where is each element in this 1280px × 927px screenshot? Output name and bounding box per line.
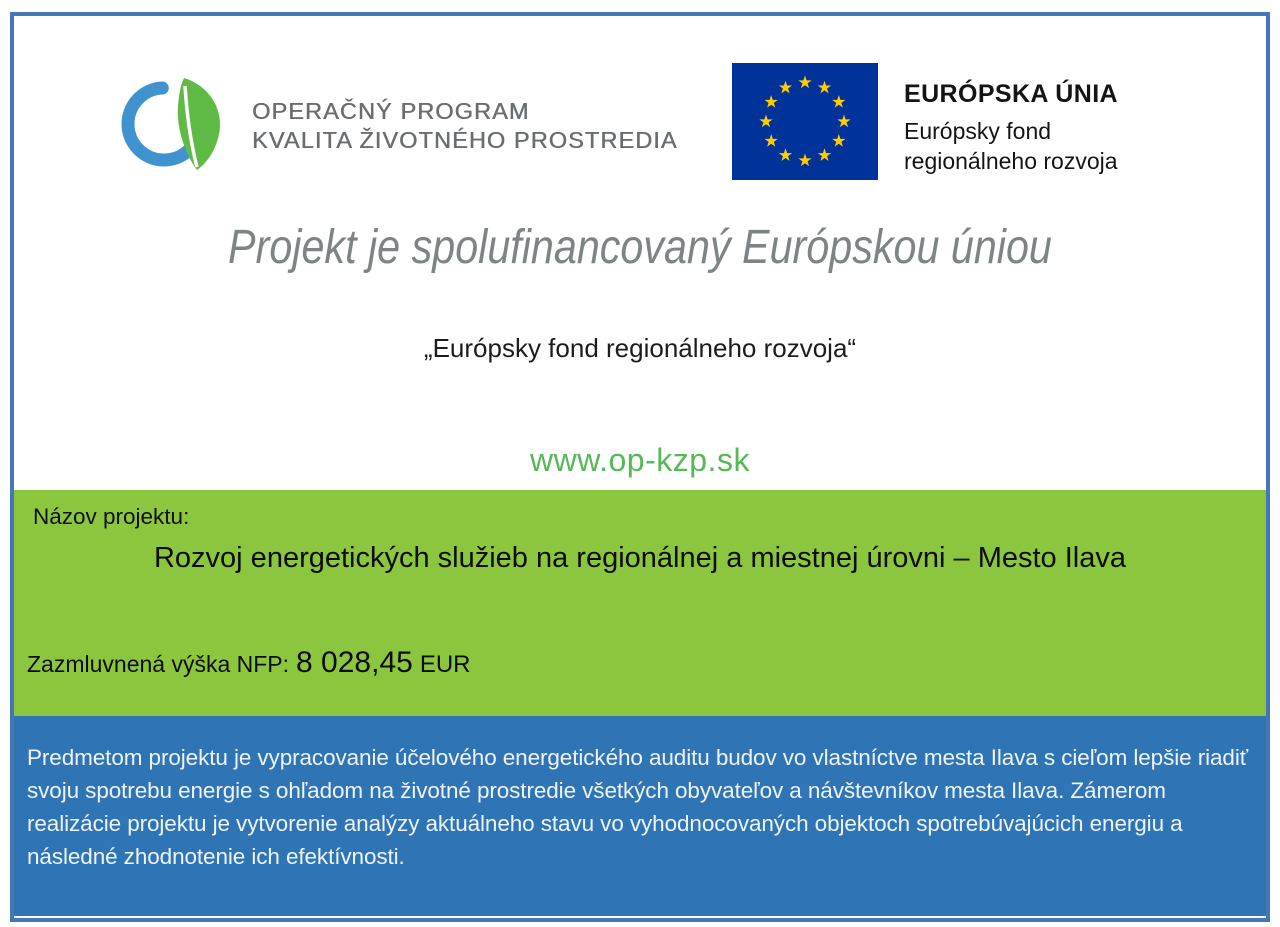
op-kzp-leaf-icon <box>118 72 236 179</box>
fund-quote: „Európsky fond regionálneho rozvoja“ <box>423 333 857 363</box>
project-name-label: Názov projektu: <box>33 504 190 529</box>
eu-title: EURÓPSKA ÚNIA <box>904 80 1119 108</box>
op-program-line2: KVALITA ŽIVOTNÉHO PROSTREDIA <box>252 126 678 153</box>
project-description: Predmetom projektu je vypracovanie účelového energetického auditu budov vo vlastníctve mesta Ilava s cieľom lepšie riadiť svoju spotrebu energie s ohľadom na životné prostredie všetkých obyvateľov a návštevníkov mesta Ilava. Zámerom realizácie projektu je vytvorenie analýzy aktuálneho stavu vo vyhodnocovaných objektoch spotrebúvajúcich energiu a následné zhodnotenie ich efektívnosti. <box>27 745 1249 869</box>
eu-fund-line2: regionálneho rozvoja <box>904 148 1118 174</box>
eu-fund-line1: Európsky fond <box>904 118 1052 144</box>
cofinance-heading <box>14 220 1266 275</box>
nfp-currency: EUR <box>419 651 471 678</box>
eu-flag-icon <box>732 63 878 185</box>
nfp-value: 8 028,45 <box>296 646 413 679</box>
project-band <box>14 490 1266 716</box>
description-band <box>14 716 1266 916</box>
op-program-title <box>252 97 678 155</box>
website-url: www.op-kzp.sk <box>530 442 750 478</box>
poster-page <box>10 12 1270 922</box>
cofinance-heading-text: Projekt je spolufinancovaný Európskou úniou <box>228 221 1052 274</box>
nfp-label: Zazmluvnená výška NFP: <box>27 651 290 677</box>
project-title: Rozvoj energetických služieb na regionálnej a miestnej úrovni – Mesto Ilava <box>153 542 1126 574</box>
nfp-line <box>27 646 470 680</box>
eu-wording <box>904 80 1118 176</box>
op-program-line1: OPERAČNÝ PROGRAM <box>252 97 530 124</box>
op-kzp-logo <box>118 72 678 179</box>
